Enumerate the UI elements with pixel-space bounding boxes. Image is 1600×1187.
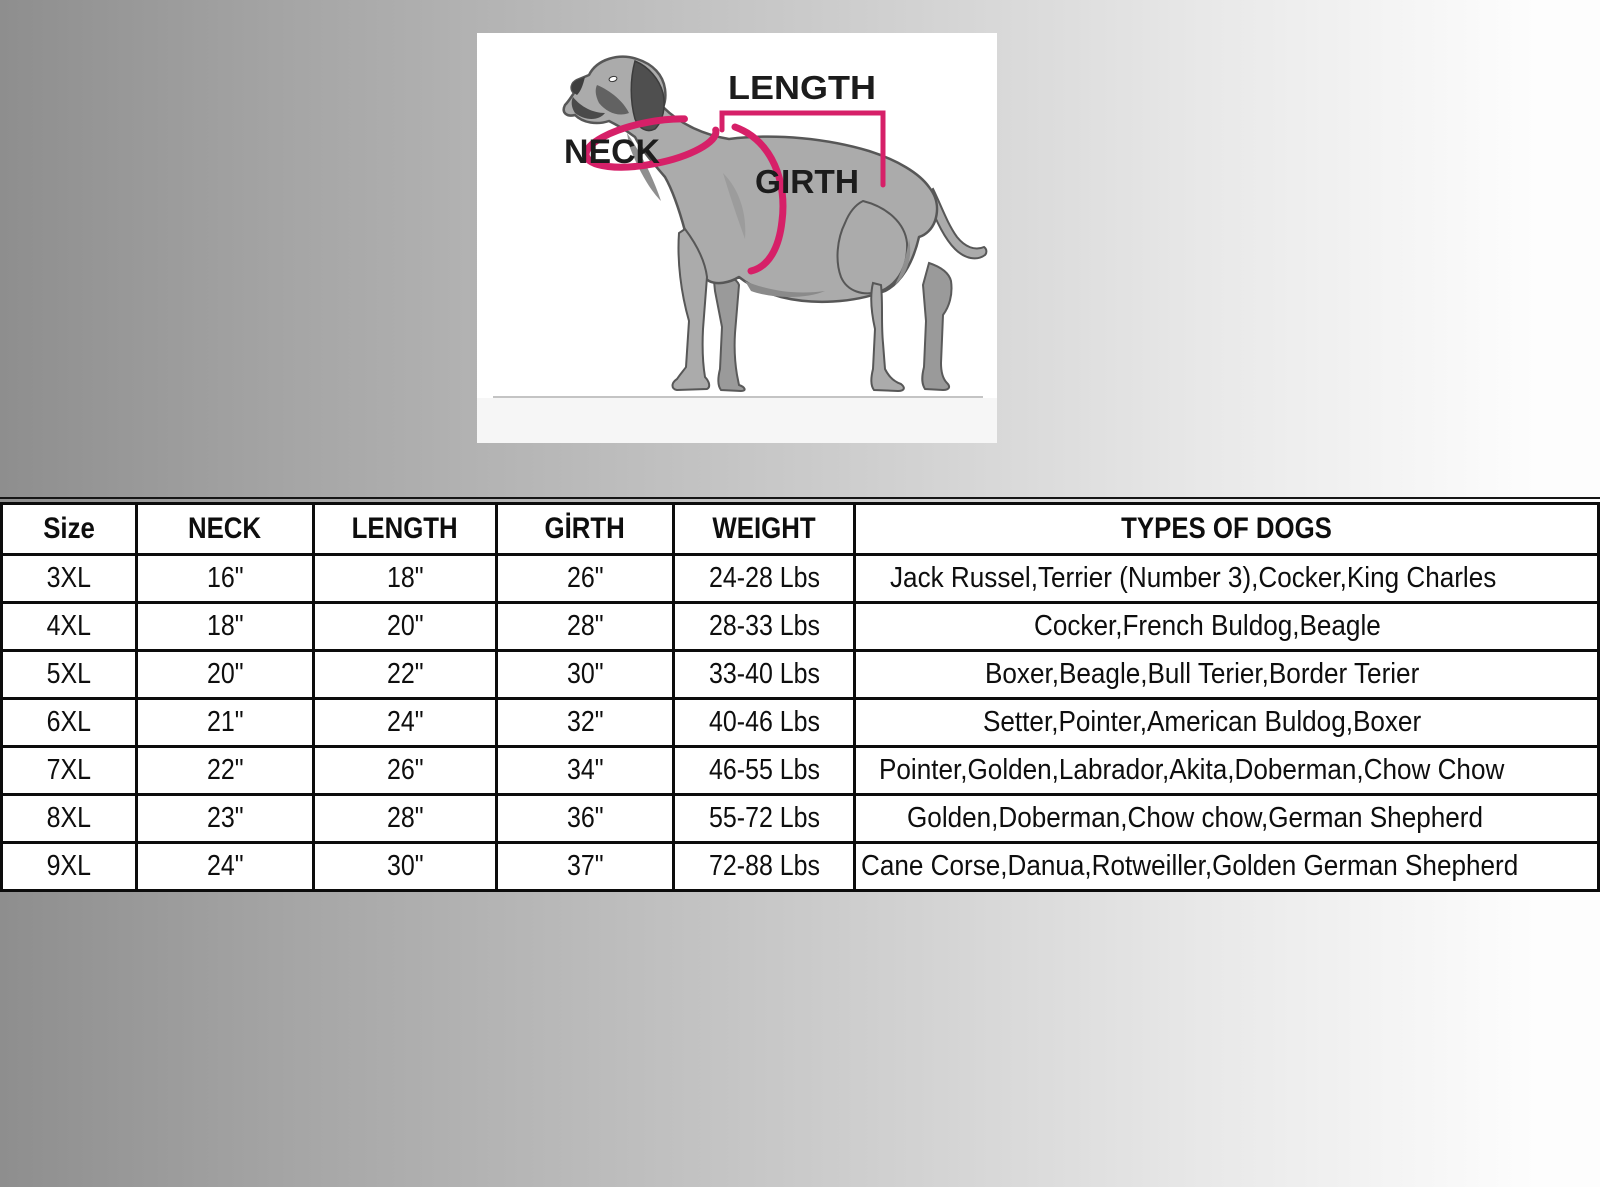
girth-value: 34" — [566, 754, 604, 786]
cell-weight — [674, 795, 855, 843]
table-row — [2, 747, 1599, 795]
cell-length — [314, 603, 497, 651]
cell-girth — [497, 603, 674, 651]
girth-value: 36" — [566, 802, 604, 834]
neck-value: 18" — [206, 610, 244, 642]
girth-label: GIRTH — [755, 163, 859, 200]
dog-diagram — [477, 33, 997, 443]
cell-weight — [674, 603, 855, 651]
neck-value: 22" — [206, 754, 244, 786]
cell-weight — [674, 699, 855, 747]
header-weight — [674, 504, 855, 555]
girth-value: 37" — [566, 850, 604, 882]
cell-girth — [497, 555, 674, 603]
cell-types — [855, 843, 1599, 891]
table-row — [2, 795, 1599, 843]
girth-value: 28" — [566, 610, 604, 642]
cell-neck — [137, 651, 314, 699]
cell-size — [2, 603, 137, 651]
cell-neck — [137, 795, 314, 843]
length-value: 24" — [386, 706, 424, 738]
neck-label: NECK — [564, 133, 661, 171]
cell-neck — [137, 747, 314, 795]
size-value: 3XL — [46, 562, 92, 594]
near-hind-leg — [871, 283, 904, 391]
header-length-label: LENGTH — [351, 512, 459, 545]
size-value: 4XL — [46, 610, 92, 642]
cell-girth — [497, 795, 674, 843]
table-row — [2, 699, 1599, 747]
dog-illustration — [564, 57, 987, 391]
header-size — [2, 504, 137, 555]
dog-measurement-panel — [477, 33, 997, 443]
weight-value: 40-46 Lbs — [708, 706, 820, 738]
cell-girth — [497, 747, 674, 795]
size-value: 6XL — [46, 706, 92, 738]
cell-length — [314, 699, 497, 747]
cell-size — [2, 795, 137, 843]
neck-value: 21" — [206, 706, 244, 738]
cell-size — [2, 699, 137, 747]
header-size-label: Size — [43, 512, 95, 545]
cell-neck — [137, 555, 314, 603]
table-row — [2, 843, 1599, 891]
cell-size — [2, 555, 137, 603]
length-value: 30" — [386, 850, 424, 882]
types-value: Golden,Doberman,Chow chow,German Shepherd — [906, 802, 1483, 834]
neck-value: 20" — [206, 658, 244, 690]
length-value: 26" — [386, 754, 424, 786]
header-girth — [497, 504, 674, 555]
cell-length — [314, 555, 497, 603]
header-neck — [137, 504, 314, 555]
far-front-leg — [713, 271, 745, 391]
far-hind-leg — [922, 263, 951, 390]
girth-value: 26" — [566, 562, 604, 594]
header-neck-label: NECK — [188, 512, 262, 545]
length-value: 28" — [386, 802, 424, 834]
weight-value: 28-33 Lbs — [708, 610, 820, 642]
cell-types — [855, 795, 1599, 843]
length-value: 22" — [386, 658, 424, 690]
size-value: 7XL — [46, 754, 92, 786]
header-weight-label: WEIGHT — [712, 512, 816, 545]
header-girth-label: GİRTH — [544, 512, 626, 545]
size-value: 9XL — [46, 850, 92, 882]
table-row — [2, 603, 1599, 651]
cell-girth — [497, 843, 674, 891]
types-value: Setter,Pointer,American Buldog,Boxer — [983, 706, 1422, 738]
types-value: Cane Corse,Danua,Rotweiller,Golden German Shepherd — [861, 850, 1519, 882]
cell-types — [855, 651, 1599, 699]
table-row — [2, 555, 1599, 603]
weight-value: 55-72 Lbs — [708, 802, 820, 834]
cell-size — [2, 843, 137, 891]
table-row — [2, 651, 1599, 699]
size-value: 8XL — [46, 802, 92, 834]
length-value: 20" — [386, 610, 424, 642]
neck-value: 24" — [206, 850, 244, 882]
cell-neck — [137, 603, 314, 651]
cell-weight — [674, 651, 855, 699]
girth-value: 32" — [566, 706, 604, 738]
cell-neck — [137, 843, 314, 891]
cell-girth — [497, 651, 674, 699]
weight-value: 46-55 Lbs — [708, 754, 820, 786]
cell-weight — [674, 747, 855, 795]
cell-types — [855, 747, 1599, 795]
header-types-label: TYPES OF DOGS — [1121, 512, 1332, 545]
types-value: Pointer,Golden,Labrador,Akita,Doberman,Chow Chow — [879, 754, 1505, 786]
types-value: Jack Russel,Terrier (Number 3),Cocker,King Charles — [889, 562, 1496, 594]
cell-neck — [137, 699, 314, 747]
ground-area — [477, 398, 997, 443]
cell-types — [855, 699, 1599, 747]
types-value: Boxer,Beagle,Bull Terier,Border Terier — [985, 658, 1420, 690]
cell-weight — [674, 555, 855, 603]
cell-size — [2, 747, 137, 795]
header-types — [855, 504, 1599, 555]
cell-types — [855, 603, 1599, 651]
header-length — [314, 504, 497, 555]
cell-weight — [674, 843, 855, 891]
weight-value: 24-28 Lbs — [708, 562, 820, 594]
types-value: Cocker,French Buldog,Beagle — [1033, 610, 1381, 642]
length-label: LENGTH — [728, 69, 876, 106]
cell-length — [314, 795, 497, 843]
weight-value: 33-40 Lbs — [708, 658, 820, 690]
cell-length — [314, 747, 497, 795]
cell-length — [314, 843, 497, 891]
cell-types — [855, 555, 1599, 603]
cell-girth — [497, 699, 674, 747]
neck-value: 16" — [206, 562, 244, 594]
weight-value: 72-88 Lbs — [708, 850, 820, 882]
neck-value: 23" — [206, 802, 244, 834]
header-row — [2, 504, 1599, 555]
length-value: 18" — [386, 562, 424, 594]
girth-value: 30" — [566, 658, 604, 690]
cell-length — [314, 651, 497, 699]
cell-size — [2, 651, 137, 699]
size-value: 5XL — [46, 658, 92, 690]
size-chart-wrap — [0, 497, 1600, 892]
size-chart-table — [0, 502, 1600, 892]
